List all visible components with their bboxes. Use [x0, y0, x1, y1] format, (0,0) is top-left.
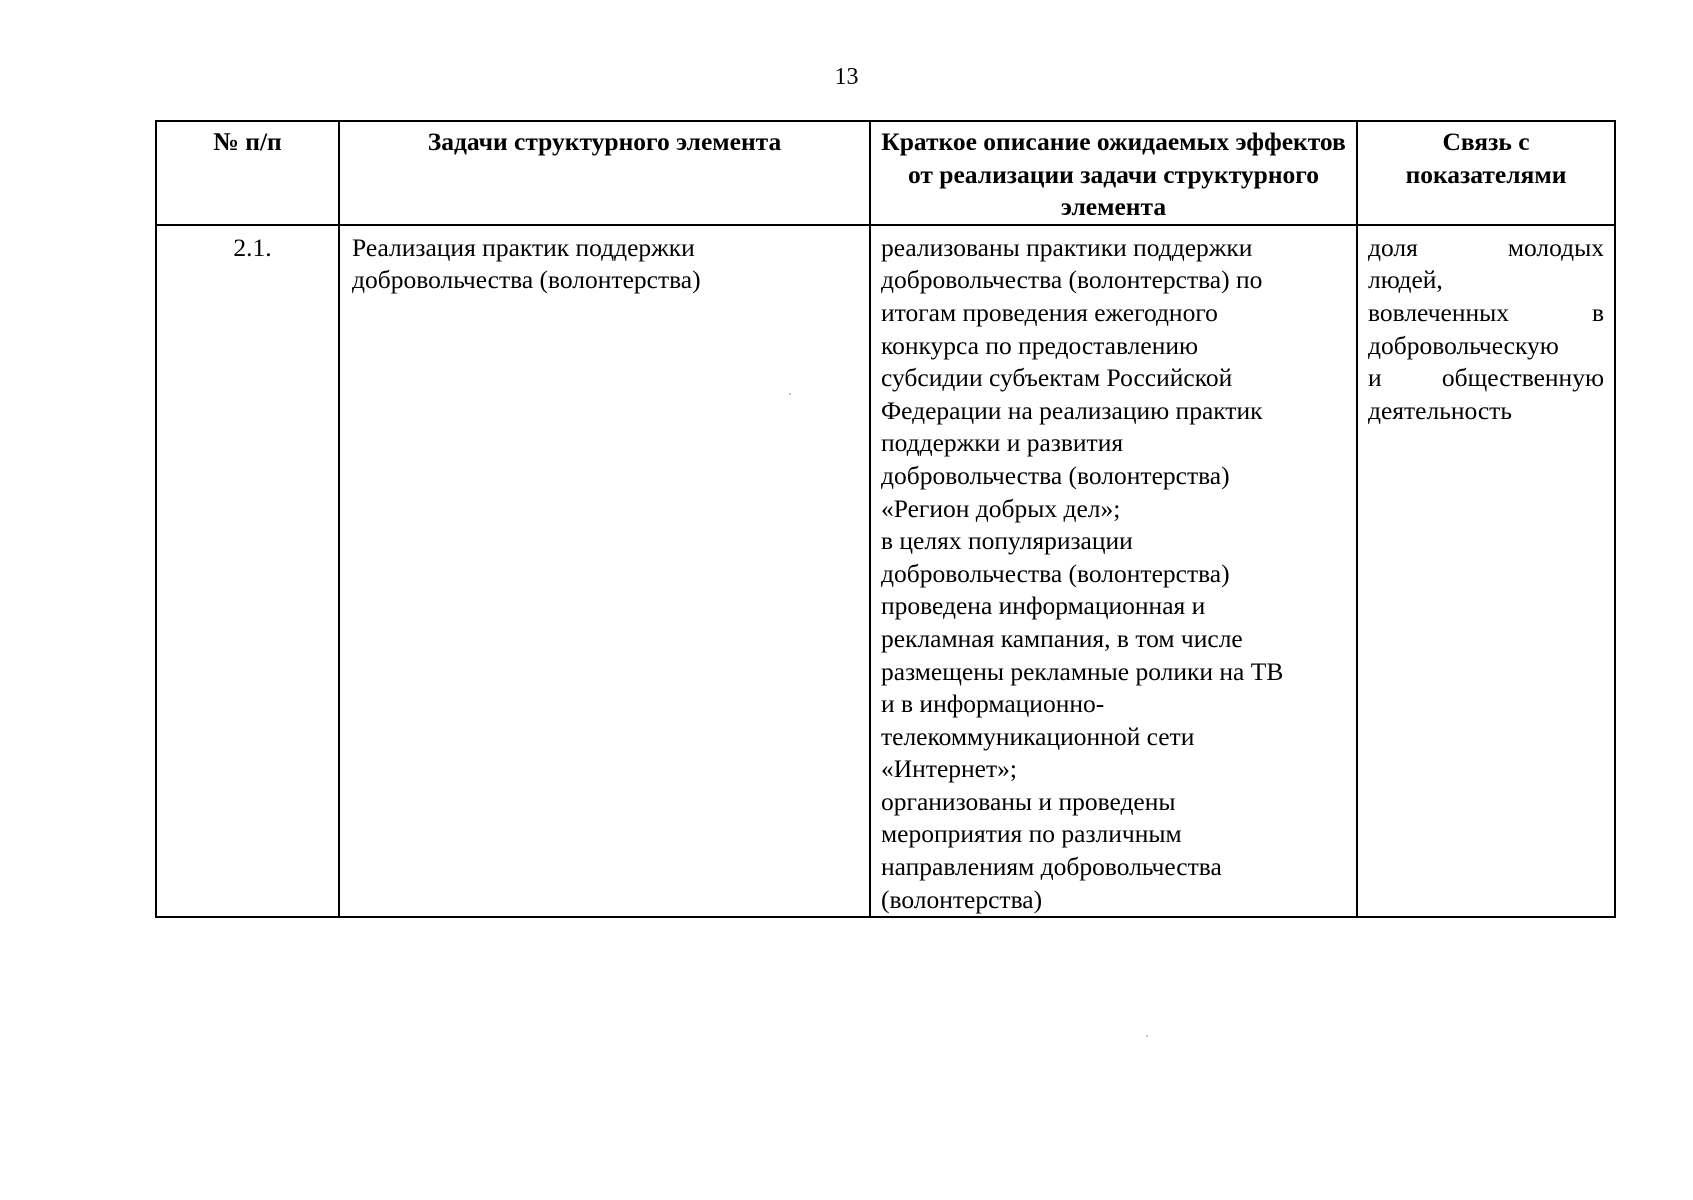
- description-line: размещены рекламные ролики на ТВ: [881, 656, 1284, 686]
- indicator-line: [1368, 395, 1604, 428]
- indicator-word: молодых: [1507, 232, 1604, 262]
- structural-element-table: [155, 120, 1616, 918]
- header-task: Задачи структурного элемента: [339, 121, 870, 225]
- description-line: в целях популяризации: [881, 526, 1133, 556]
- indicator-word: и: [1368, 363, 1382, 393]
- description-lines: [881, 232, 1346, 916]
- description-line: «Интернет»;: [881, 754, 1017, 784]
- description-line: «Регион добрых дел»;: [881, 493, 1121, 523]
- description-line: организованы и проведены: [881, 786, 1176, 816]
- header-description: Краткое описание ожидаемых эффектов от реализации задачи структурного элемента: [870, 121, 1357, 225]
- indicator-word: людей,: [1368, 265, 1443, 295]
- description-line: добровольчества (волонтерства): [881, 460, 1230, 490]
- description-line: реализованы практики поддержки: [881, 232, 1253, 262]
- description-line: мероприятия по различным: [881, 819, 1182, 849]
- scan-speck: [789, 393, 791, 395]
- header-number: № п/п: [156, 121, 339, 225]
- indicator-word: вовлеченных: [1368, 297, 1510, 327]
- indicator-line: [1368, 362, 1604, 395]
- indicator-word: в: [1591, 297, 1604, 327]
- indicator-word: деятельность: [1368, 395, 1512, 425]
- indicator-word: доля: [1368, 232, 1418, 262]
- row-number-cell: 2.1.: [156, 225, 339, 917]
- indicator-word: общественную: [1441, 363, 1604, 393]
- description-line: добровольчества (волонтерства) по: [881, 265, 1263, 295]
- description-line: рекламная кампания, в том числе: [881, 623, 1243, 653]
- indicator-line: [1368, 297, 1604, 330]
- description-line: добровольчества (волонтерства): [881, 558, 1230, 588]
- indicator-line: [1368, 330, 1604, 363]
- description-line: субсидии субъектам Российской: [881, 363, 1233, 393]
- indicator-line: [1368, 232, 1604, 265]
- scan-speck: [1146, 1035, 1148, 1037]
- description-line: поддержки и развития: [881, 428, 1124, 458]
- description-line: и в информационно-: [881, 689, 1105, 719]
- row-indicators-cell: [1357, 225, 1615, 917]
- description-line: (волонтерства): [881, 884, 1043, 914]
- description-line: направлениям добровольчества: [881, 852, 1222, 882]
- header-indicators: Связь с показателями: [1357, 121, 1615, 225]
- table-row: [156, 225, 1615, 917]
- page-number: 13: [834, 64, 859, 90]
- indicator-lines: [1368, 232, 1604, 428]
- description-line: Федерации на реализацию практик: [881, 395, 1263, 425]
- row-task-cell: Реализация практик поддержки добровольчества (волонтерства): [339, 225, 870, 917]
- row-description-cell: [870, 225, 1357, 917]
- table-header-row: [156, 121, 1615, 225]
- indicator-line: [1368, 264, 1604, 297]
- description-line: проведена информационная и: [881, 591, 1206, 621]
- indicator-word: добровольческую: [1368, 330, 1559, 360]
- description-line: итогам проведения ежегодного: [881, 297, 1218, 327]
- description-line: конкурса по предоставлению: [881, 330, 1199, 360]
- description-line: телекоммуникационной сети: [881, 721, 1195, 751]
